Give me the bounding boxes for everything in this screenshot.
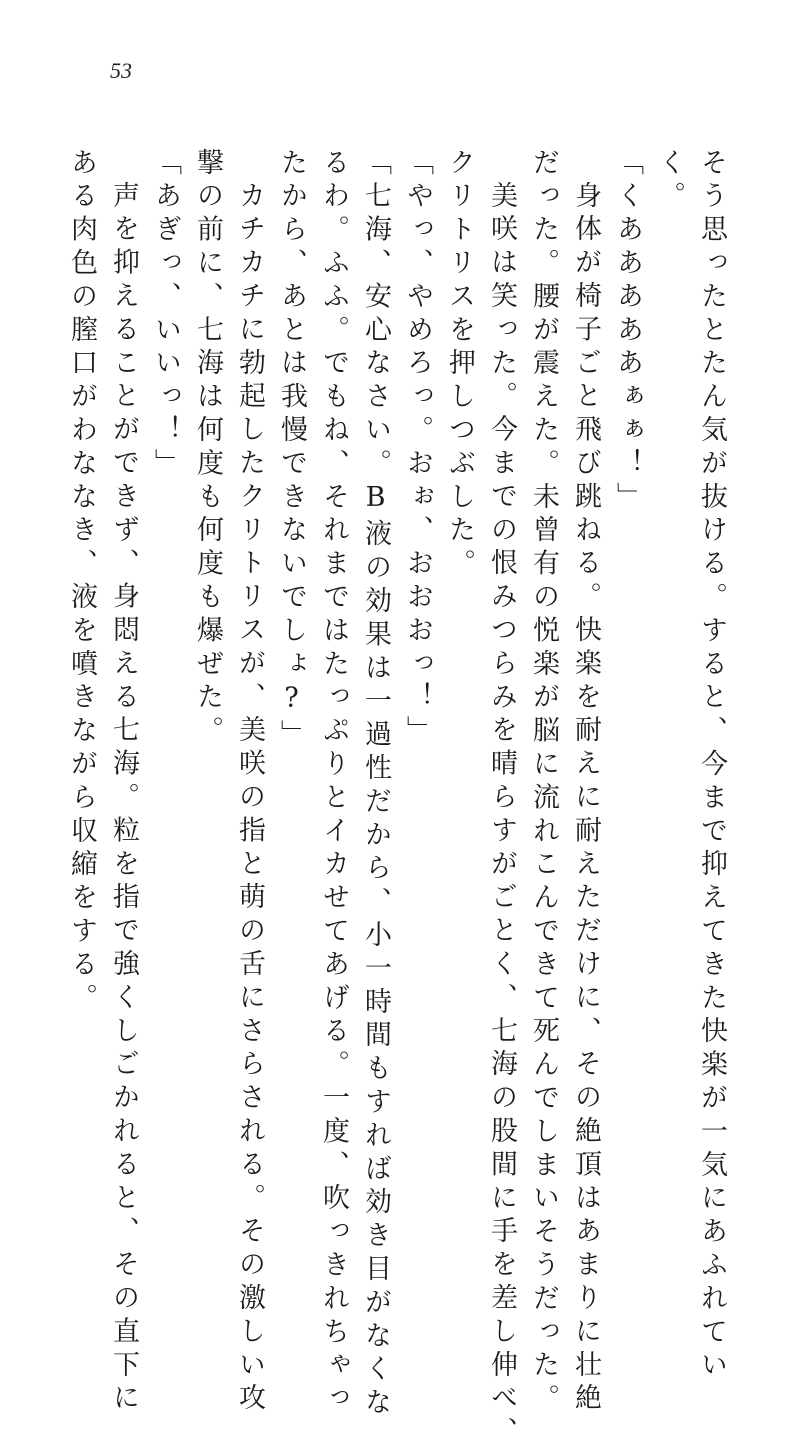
text-column-10: るわ。ふふ。でもね、それまではたっぷりとイカせてあげる。一度、吹っきれちゃっ — [318, 148, 349, 1418]
text-column-7: クリトリスを押しつぶした。 — [444, 148, 475, 583]
text-column-16: ある肉色の膣口がわななき、液を噴きながら収縮をする。 — [66, 148, 97, 1017]
text-column-15: 声を抑えることができず、身悶える七海。粒を指で強くしごかれると、その直下に — [108, 181, 139, 1417]
text-column-9: 「七海、安心なさい。B液の効果は一過性だから、小一時間もすれば効き目がなくな — [360, 148, 391, 1422]
text-column-13: 撃の前に、七海は何度も何度も爆ぜた。 — [192, 148, 223, 750]
text-column-1: そう思ったとたん気が抜ける。すると、今まで抑えてきた快楽が一気にあふれてい — [696, 148, 727, 1384]
text-column-5: だった。腰が震えた。未曾有の悦楽が脳に流れこんできて死んでしまいそうだった。 — [528, 148, 559, 1418]
vertical-text-body — [53, 148, 727, 1450]
text-column-8: 「やっ、やめろっ。おぉ、おおおっ！」 — [402, 148, 433, 750]
text-column-4: 身体が椅子ごと飛び跳ねる。快楽を耐えに耐えただけに、その絶頂はあまりに壮絶 — [570, 181, 601, 1417]
text-column-6: 美咲は笑った。今までの恨みつらみを晴らすがごとく、七海の股間に手を差し伸べ、 — [486, 181, 517, 1450]
text-column-14: 「あぎっ、いいっ！」 — [150, 148, 181, 482]
text-column-3: 「くあああああぁぁ！」 — [612, 148, 643, 516]
text-column-12: カチカチに勃起したクリトリスが、美咲の指と萌の舌にさらされる。その激しい攻 — [234, 181, 265, 1417]
text-column-11: たから、あとは我慢できないでしょ?」 — [276, 148, 307, 754]
text-column-2: く。 — [654, 148, 685, 215]
page-number: 53 — [110, 58, 132, 83]
